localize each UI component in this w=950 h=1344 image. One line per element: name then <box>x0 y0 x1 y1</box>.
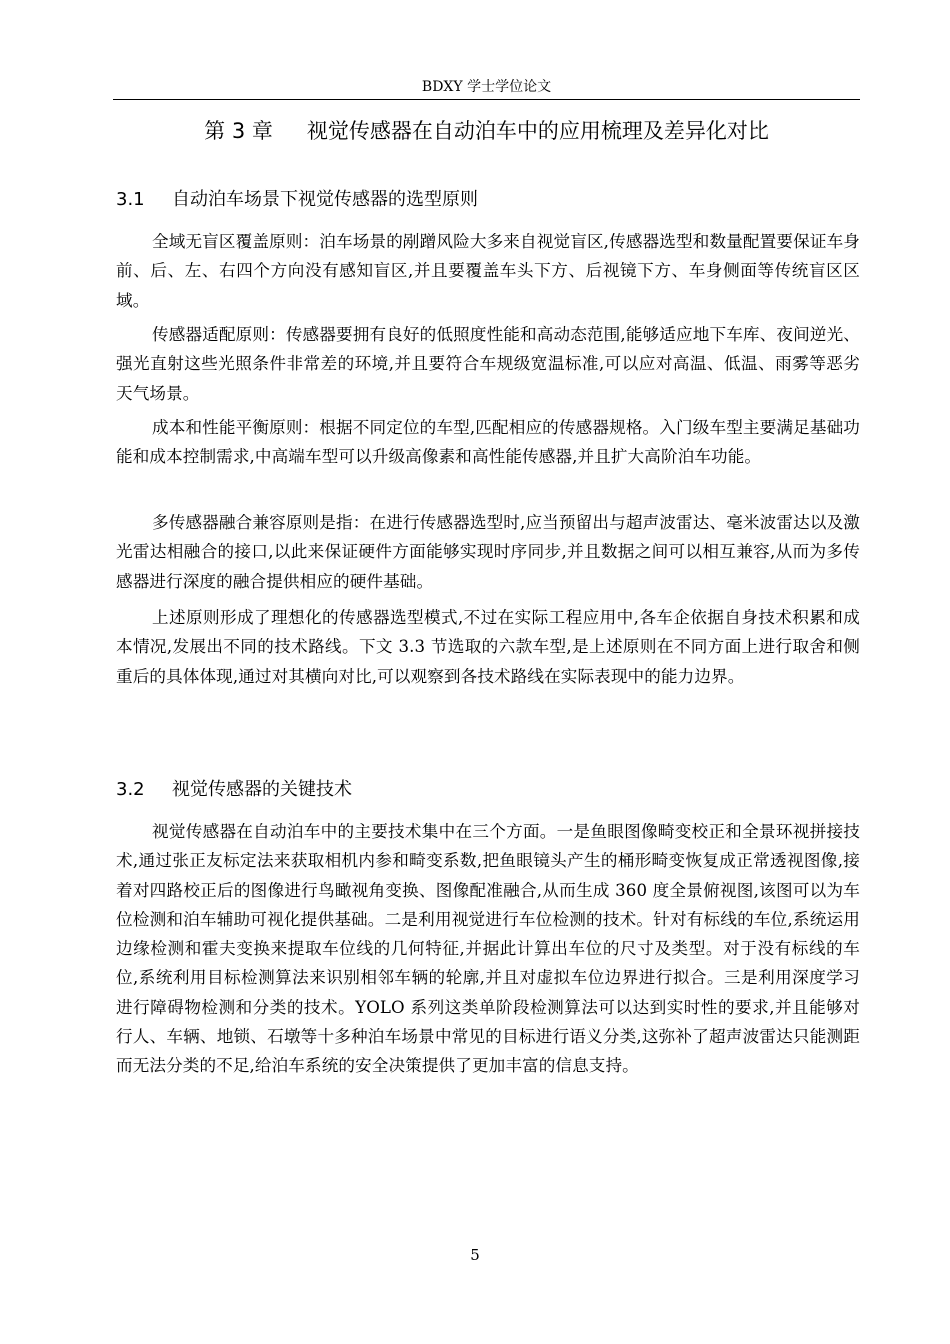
paragraph: 全域无盲区覆盖原则：泊车场景的剐蹭风险大多来自视觉盲区,传感器选型和数量配置要保证车身前、后、左、右四个方向没有感知盲区,并且要覆盖车头下方、后视镜下方、车身侧面等传统盲区区域。 <box>116 232 860 310</box>
section-title: 自动泊车场景下视觉传感器的选型原则 <box>172 189 478 210</box>
paragraph: 视觉传感器在自动泊车中的主要技术集中在三个方面。一是鱼眼图像畸变校正和全景环视拼接技术,通过张正友标定法来获取相机内参和畸变系数,把鱼眼镜头产生的桶形畸变恢复成正常透视图像,接着对四路校正后的图像进行鸟瞰视角变换、图像配准融合,从而生成 360 度全景俯视图,该图可以为车位检测和泊车辅助可视化提供基础。二是利用视觉进行车位检测的技术。针对有标线的车位,系统运用边缘检测和霍夫变换来提取车位线的几何特征,并据此计算出车位的尺寸及类型。对于没有标线的车位,系统利用目标检测算法来识别相邻车辆的轮廓,并且对虚拟车位边界进行拟合。三是利用深度学习进行障碍物检测和分类的技术。YOLO 系列这类单阶段检测算法可以达到实时性的要求,并且能够对行人、车辆、地锁、石墩等十多种泊车场景中常见的目标进行语义分类,这弥补了超声波雷达只能测距而无法分类的不足,给泊车系统的安全决策提供了更加丰富的信息支持。 <box>116 822 860 1076</box>
chapter-number: 第 3 章 <box>204 119 273 143</box>
paragraph: 成本和性能平衡原则：根据不同定位的车型,匹配相应的传感器规格。入门级车型主要满足基础功能和成本控制需求,中高端车型可以升级高像素和高性能传感器,并且扩大高阶泊车功能。 <box>116 418 860 467</box>
running-header: BDXY 学士学位论文 <box>421 79 552 95</box>
section-heading-3-1 <box>116 187 860 213</box>
section-title: 视觉传感器的关键技术 <box>172 779 352 800</box>
section-heading-3-2 <box>116 777 860 803</box>
paragraph: 上述原则形成了理想化的传感器选型模式,不过在实际工程应用中,各车企依据自身技术积累和成本情况,发展出不同的技术路线。下文 3.3 节选取的六款车型,是上述原则在不同方面上进行取舍和侧重后的具体体现,通过对其横向对比,可以观察到各技术路线在实际表现中的能力边界。 <box>116 608 860 686</box>
chapter-title-text: 视觉传感器在自动泊车中的应用梳理及差异化对比 <box>306 119 769 143</box>
header-rule <box>113 99 860 100</box>
section-number: 3.2 <box>116 779 145 800</box>
page-number: 5 <box>470 1246 480 1264</box>
chapter-title <box>113 116 860 146</box>
paragraph: 多传感器融合兼容原则是指：在进行传感器选型时,应当预留出与超声波雷达、毫米波雷达以及激光雷达相融合的接口,以此来保证硬件方面能够实现时序同步,并且数据之间可以相互兼容,从而为多传感器进行深度的融合提供相应的硬件基础。 <box>116 513 860 591</box>
paragraph: 传感器适配原则：传感器要拥有良好的低照度性能和高动态范围,能够适应地下车库、夜间逆光、强光直射这些光照条件非常差的环境,并且要符合车规级宽温标准,可以应对高温、低温、雨雾等恶劣天气场景。 <box>116 325 860 403</box>
section-number: 3.1 <box>116 189 145 210</box>
